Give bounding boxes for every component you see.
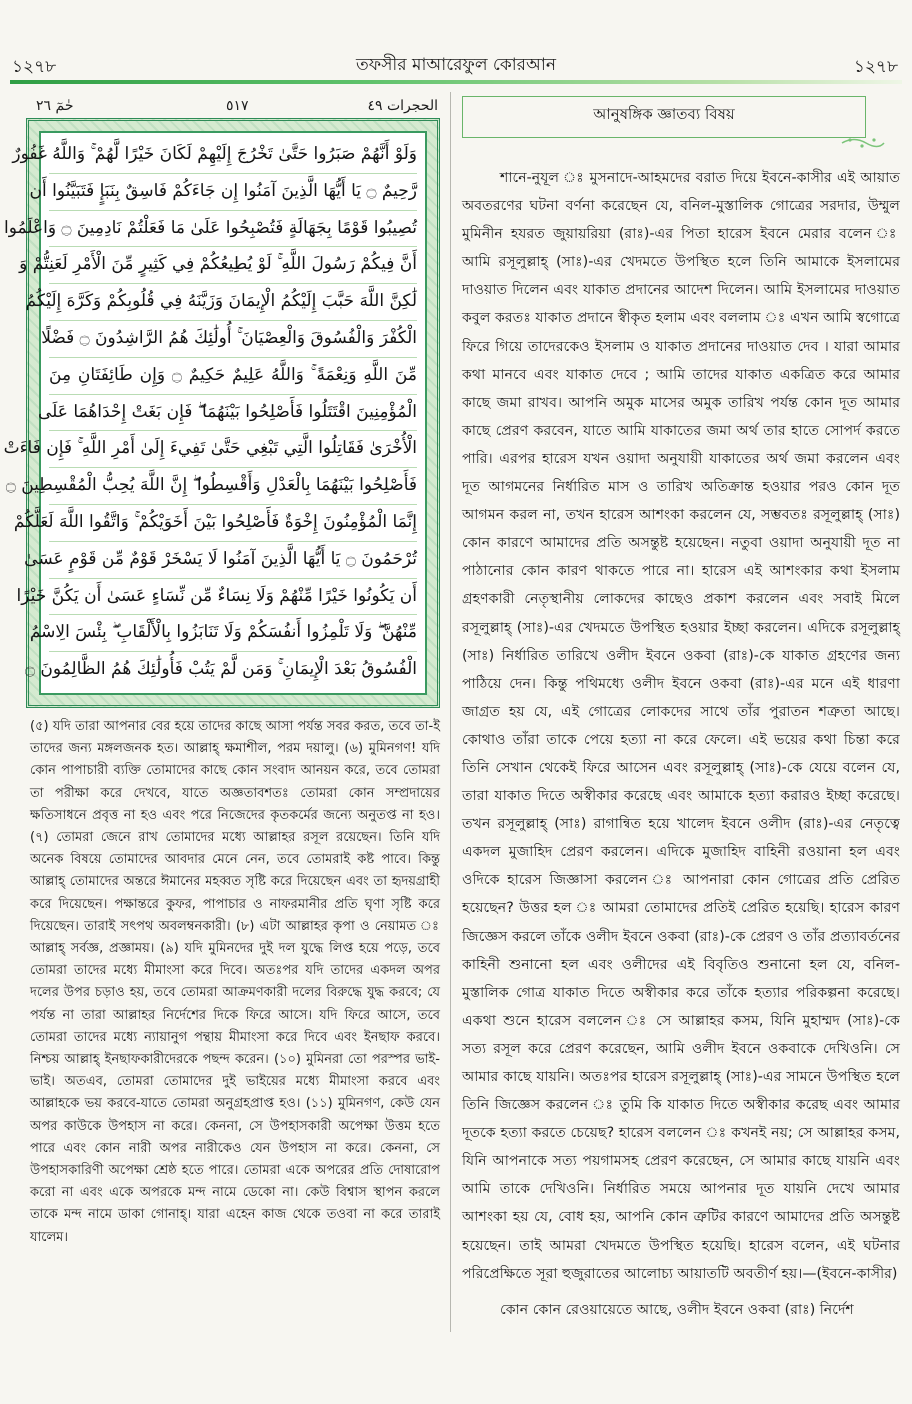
quran-line: مِّنَ اللَّهِ وَنِعْمَةً ۚ وَاللَّهُ عَلِيمٌ حَكِيمٌ ۝ وَإِن طَائِفَتَانِ مِنَ — [49, 358, 417, 395]
leaf-ornament-icon — [840, 134, 886, 152]
quran-line: مِّنْهُنَّ ۖ وَلَا تَلْمِزُوا أَنفُسَكُمْ وَلَا تَنَابَزُوا بِالْأَلْقَابِ ۖ بِئْسَ الِاسْمُ — [49, 615, 417, 652]
section-heading: আনুষঙ্গিক জ্ঞাতব্য বিষয় — [593, 105, 735, 123]
quran-line: وَلَوْ أَنَّهُمْ صَبَرُوا حَتَّىٰ تَخْرُجَ إِلَيْهِمْ لَكَانَ خَيْرًا لَّهُمْ ۚ وَاللَّهُ غَفُورٌ — [49, 137, 417, 174]
commentary-paragraph-2: কোন কোন রেওয়ায়েতে আছে, ওলীদ ইবনে ওকবা (রাঃ) নির্দেশ — [500, 1301, 854, 1318]
page-number-left: ১২৭৮ — [12, 57, 57, 77]
translation-paragraph: (৫) যদি তারা আপনার বের হয়ে তাদের কাছে আসা পর্যন্ত সবর করত, তবে তা-ই তাদের জন্য মঙ্গলজনক হত। আল্লাহ্ ক্ষমাশীল, পরম দয়ালু। (৬) মুমিনগণ! যদি কোন পাপাচারী ব্যক্তি তোমাদের কাছে কোন সংবাদ আনয়ন করে, তবে তোমরা তা পরীক্ষা করে দেখবে, যাতে অজ্ঞতাবশতঃ তোমরা কোন সম্প্রদায়ের ক্ষতিসাধনে প্রবৃত্ত না হও এবং পরে নিজেদের কৃতকর্মের জন্যে অনুতপ্ত না হও। (৭) তোমরা জেনে রাখ তোমাদের মধ্যে আল্লাহর রসূল রয়েছেন। তিনি যদি অনেক বিষয়ে তোমাদের আবদার মেনে নেন, তবে তোমরাই কষ্ট পাবে। কিন্তু আল্লাহ্ তোমাদের অন্তরে ঈমানের মহব্বত সৃষ্টি করে দিয়েছেন এবং তা হৃদয়গ্রাহী করে দিয়েছেন। পক্ষান্তরে কুফর, পাপাচার ও নাফরমানীর প্রতি ঘৃণা সৃষ্টি করে দিয়েছেন। তারাই সৎপথ অবলম্বনকারী। (৮) এটা আল্লাহর কৃপা ও নেয়ামত ঃ আল্লাহ্ সর্বজ্ঞ, প্রজ্ঞাময়। (৯) যদি মুমিনদের দুই দল যুদ্ধে লিপ্ত হয়ে পড়ে, তবে তোমরা তাদের মধ্যে মীমাংসা করে দিবে। অতঃপর যদি তাদের একদল অপর দলের উপর চড়াও হয়, তবে তোমরা আক্রমণকারী দলের বিরুদ্ধে যুদ্ধ করবে; যে পর্যন্ত না তারা আল্লাহর নির্দেশের দিকে ফিরে আসে। যদি ফিরে আসে, তবে তোমরা তাদের মধ্যে ন্যায়ানুগ পন্থায় মীমাংসা করে দিবে এবং ইনছাফ করবে। নিশ্চয় আল্লাহ্ ইনছাফকারীদেরকে পছন্দ করেন। (১০) মুমিনরা তো পরস্পর ভাই-ভাই। অতএব, তোমরা তোমাদের দুই ভাইয়ের মধ্যে মীমাংসা করবে এবং আল্লাহকে ভয় করবে-যাতে তোমরা অনুগ্রহপ্রাপ্ত হও। (১১) মুমিনগণ, কেউ যেন অপর কাউকে উপহাস না করে। কেননা, সে উপহাসকারী অপেক্ষা উত্তম হতে পারে এবং কোন নারী অপর নারীকেও যেন উপহাস না করে। কেননা, সে উপহাসকারিণী অপেক্ষা শ্রেষ্ঠ হতে পারে। তোমরা একে অপরের প্রতি দোষারোপ করো না এবং একে অপরকে মন্দ নামে ডেকো না। কেউ বিশ্বাস স্থাপন করলে তাকে মন্দ নামে ডাকা গোনাহ্। যারা এহেন কাজ থেকে তওবা না করে তারাই যালেম। — [30, 719, 440, 1245]
header-rule — [10, 80, 902, 84]
juz-label: حٰمٓ ٢٦ — [36, 98, 74, 114]
quran-line: أَن يَكُونُوا خَيْرًا مِّنْهُمْ وَلَا نِسَاءٌ مِّن نِّسَاءٍ عَسَىٰ أَن يَكُنَّ خَيْرًا — [49, 579, 417, 616]
commentary-paragraph-1: শানে-নুযূল ঃ মুসনাদে-আহমদের বরাত দিয়ে ইবনে-কাসীর এই আয়াত অবতরণের ঘটনা বর্ণনা করেছেন যে, বনিল-মুস্তালিক গোত্রের সরদার, উম্মুল মুমিনীন হযরত জুয়ায়রিয়া (রাঃ)-এর পিতা হারেস ইবনে মেরার বলেন ঃ আমি রসূলুল্লাহ্ (সাঃ)-এর খেদমতে উপস্থিত হলে তিনি আমাকে ইসলামের দাওয়াত দিলেন এবং যাকাত প্রদানের আদেশ দিলেন। আমি ইসলামের দাওয়াত কবুল করতঃ যাকাত প্রদানে স্বীকৃত হলাম এবং বললাম ঃ এখন আমি স্বগোত্রে ফিরে গিয়ে তাদেরকেও ইসলাম ও যাকাত প্রদানের দাওয়াত দেব । যারা আমার কথা মানবে এবং যাকাত দেবে ; আমি তাদের যাকাত একত্রিত করে আমার কাছে জমা রাখব। আপনি অমুক মাসের অমুক তারিখ পর্যন্ত কোন দূত আমার কাছে প্রেরণ করবেন, যাতে আমি যাকাতের জমা অর্থ তার হাতে সোপর্দ করতে পারি। এরপর হারেস যখন ওয়াদা অনুযায়ী যাকাতের অর্থ জমা করলেন এবং দূত আগমনের নির্ধারিত মাস ও তারিখ অতিক্রান্ত হওয়ার পরও কোন দূত আগমন করল না, তখন হারেস আশংকা করলেন যে, সম্ভবতঃ রসূলুল্লাহ্ (সাঃ) কোন কারণে আমাদের প্রতি অসন্তুষ্ট হয়েছেন। নতুবা ওয়াদা অনুযায়ী দূত না পাঠানোর কোন কারণ থাকতে পারে না। হারেস এই আশংকার কথা ইসলাম গ্রহণকারী নেতৃস্থানীয় লোকদের কাছেও প্রকাশ করলেন এবং সবাই মিলে রসূলুল্লাহ্ (সাঃ)-এর খেদমতে উপস্থিত হওয়ার ইচ্ছা করলেন। এদিকে রসূলুল্লাহ্ (সাঃ) নির্ধারিত তারিখে ওলীদ ইবনে ওকবা (রাঃ)-কে যাকাত গ্রহণের জন্য পাঠিয়ে দেন। কিন্তু পথিমধ্যে ওলীদ ইবনে ওকবা (রাঃ)-এর মনে এই ধারণা জাগ্রত হয় যে, এই গোত্রের লোকদের সাথে তাঁর পুরাতন শত্রুতা আছে। কোথাও তাঁরা তাকে পেয়ে হত্যা না করে ফেলে। এই ভয়ের কথা চিন্তা করে তিনি সেখান থেকেই ফিরে আসেন এবং রসূলুল্লাহ্ (সাঃ)-কে যেয়ে বলেন যে, তারা যাকাত দিতে অস্বীকার করেছে এবং আমাকে হত্যা করারও ইচ্ছা করেছে। তখন রসূলুল্লাহ্ (সাঃ) রাগান্বিত হয়ে খালেদ ইবনে ওলীদ (রাঃ)-এর নেতৃত্বে একদল মুজাহিদ প্রেরণ করলেন। এদিকে মুজাহিদ বাহিনী রওয়ানা হল এবং ওদিকে হারেস জিজ্ঞাসা করলেন ঃ আপনারা কোন গোত্রের প্রতি প্রেরিত হয়েছেন? উত্তর হল ঃ আমরা তোমাদের প্রতিই প্রেরিত হয়েছি। হারেস কারণ জিজ্ঞেস করলে তাঁকে ওলীদ ইবনে ওকবা (রাঃ)-কে প্রেরণ ও তাঁর প্রত্যাবর্তনের কাহিনী শুনানো হল এবং ওলীদের এই বিবৃতিও শুনানো হল যে, বনিল-মুস্তালিক গোত্র যাকাত দিতে অস্বীকার করে তাঁকে হত্যার পরিকল্পনা করেছে। একথা শুনে হারেস বললেন ঃ সে আল্লাহর কসম, যিনি মুহাম্মদ (সাঃ)-কে সত্য রসূল করে প্রেরণ করেছেন, আমি ওলীদ ইবনে ওকবাকে দেখিওনি। সে আমার কাছে যায়নি। অতঃপর হারেস রসূলুল্লাহ্ (সাঃ)-এর সামনে উপস্থিত হলে তিনি জিজ্ঞেস করলেন ঃ তুমি কি যাকাত দিতে অস্বীকার করেছ এবং আমার দূতকে হত্যা করতে চেয়েছ? হারেস বললেন ঃ কখনই নয়; সে আল্লাহর কসম, যিনি আপনাকে সত্য পয়গামসহ প্রেরণ করেছেন, সে আমার কাছে যায়নি এবং আমি তাকে দেখিওনি। নির্ধারিত সময়ে আপনার দূত যায়নি দেখে আমার আশংকা হয় যে, বোধ হয়, আপনি কোন ত্রুটির কারণে আমাদের প্রতি অসন্তুষ্ট হয়েছেন। তাই আমরা খেদমতে উপস্থিত হয়েছি। হারেস বলেন, এই ঘটনার পরিপ্রেক্ষিতে সূরা হুজুরাতের আলোচ্য আয়াতটি অবতীর্ণ হয়।—(ইবনে-কাসীর) — [462, 170, 900, 1282]
translation-text — [30, 716, 440, 1249]
page-header — [0, 0, 912, 92]
arabic-page-meta — [26, 96, 440, 118]
quran-line: أَنَّ فِيكُمْ رَسُولَ اللَّهِ ۚ لَوْ يُطِيعُكُمْ فِي كَثِيرٍ مِّنَ الْأَمْرِ لَعَنِتُّمْ وَ — [49, 247, 417, 284]
section-heading-box — [462, 96, 866, 138]
quran-line: الْمُؤْمِنِينَ اقْتَتَلُوا فَأَصْلِحُوا بَيْنَهُمَا ۖ فَإِن بَغَتْ إِحْدَاهُمَا عَلَى — [49, 395, 417, 432]
quran-text-block — [3, 131, 427, 695]
quran-line: لَٰكِنَّ اللَّهَ حَبَّبَ إِلَيْكُمُ الْإِيمَانَ وَزَيَّنَهُ فِي قُلُوبِكُمْ وَكَرَّهَ إِلَيْكُمُ — [49, 284, 417, 321]
page-number-right: ১২৭৮ — [853, 57, 898, 77]
book-title: তফসীর মাআরেফুল কোরআন — [356, 55, 556, 75]
quran-line: رَّحِيمٌ ۝ يَا أَيُّهَا الَّذِينَ آمَنُوا إِن جَاءَكُمْ فَاسِقٌ بِنَبَإٍ فَتَبَيَّنُوا أَن — [49, 174, 417, 211]
quran-frame — [3, 118, 440, 708]
arabic-page-number: ٥١٧ — [226, 98, 249, 114]
quran-line: تُصِيبُوا قَوْمًا بِجَهَالَةٍ فَتُصْبِحُوا عَلَىٰ مَا فَعَلْتُمْ نَادِمِينَ ۝ وَاعْلَمُوا — [49, 211, 417, 248]
column-divider — [450, 92, 451, 1332]
surah-label: الحجرات ٤٩ — [367, 98, 438, 114]
quran-line: إِنَّمَا الْمُؤْمِنُونَ إِخْوَةٌ فَأَصْلِحُوا بَيْنَ أَخَوَيْكُمْ ۚ وَاتَّقُوا اللَّهَ لَعَلَّكُمْ — [49, 505, 417, 542]
quran-line: الْفُسُوقُ بَعْدَ الْإِيمَانِ ۚ وَمَن لَّمْ يَتُبْ فَأُولَٰئِكَ هُمُ الظَّالِمُونَ ۝ — [24, 659, 417, 680]
quran-line: الْأُخْرَىٰ فَقَاتِلُوا الَّتِي تَبْغِي حَتَّىٰ تَفِيءَ إِلَىٰ أَمْرِ اللَّهِ ۚ فَإِن فَاءَتْ — [49, 431, 417, 468]
commentary-text — [462, 164, 900, 1324]
quran-line: الْكُفْرَ وَالْفُسُوقَ وَالْعِصْيَانَ ۚ أُولَٰئِكَ هُمُ الرَّاشِدُونَ ۝ فَضْلًا — [49, 321, 417, 358]
quran-line: فَأَصْلِحُوا بَيْنَهُمَا بِالْعَدْلِ وَأَقْسِطُوا ۖ إِنَّ اللَّهَ يُحِبُّ الْمُقْسِطِينَ ۝ — [49, 468, 417, 505]
quran-line: تُرْحَمُونَ ۝ يَا أَيُّهَا الَّذِينَ آمَنُوا لَا يَسْخَرْ قَوْمٌ مِّن قَوْمٍ عَسَىٰ — [49, 542, 417, 579]
